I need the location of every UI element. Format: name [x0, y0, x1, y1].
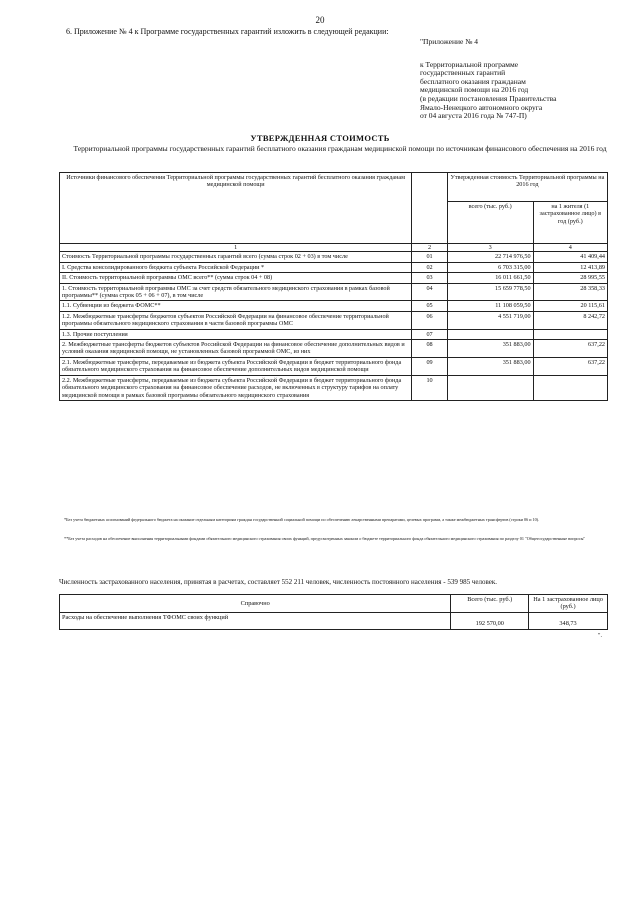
row-per-capita: 41 409,44 — [533, 252, 607, 262]
row-label: 2.1. Межбюджетные трансферты, передаваемые из бюджета субъекта Российской Федерации в бюджет территориального фонда обязательного медицинского страхования на финансовое обеспечение дополнительных видов медицинской помощи — [60, 357, 412, 375]
row-label: II. Стоимость территориальной программы ОМС всего** (сумма строк 04 + 08) — [60, 273, 412, 283]
table-row — [60, 262, 608, 272]
population-note: Численность застрахованного населения, принятая в расчетах, составляет 552 211 человек, численность постоянного населения - 539 985 человек. — [59, 578, 497, 586]
table-row — [60, 311, 608, 329]
row-label: 2.2. Межбюджетные трансферты, передаваемые из бюджета субъекта Российской Федерации в бюджет территориального фонда обязательного медицинского страхования на финансовое обеспечение расходов, не включенных в структуру тарифов на оплату медицинской помощи в рамках базовой программы обязательного медицинского страхования — [60, 375, 412, 400]
reference-header-per: На 1 застрахованное лицо (руб.) — [529, 595, 608, 613]
header-per-capita: на 1 жителя (1 застрахованное лицо) в год (руб.) — [533, 202, 607, 244]
closing-quote: ". — [598, 633, 602, 639]
reference-row-label: Расходы на обеспечение выполнения ТФОМС своих функций — [60, 612, 451, 629]
row-code: 09 — [412, 357, 448, 375]
row-per-capita: 28 995,55 — [533, 273, 607, 283]
index-cell: 4 — [533, 244, 607, 252]
row-label: 1.1. Субвенции из бюджета ФОМС** — [60, 301, 412, 311]
row-code: 03 — [412, 273, 448, 283]
row-total: 351 883,00 — [447, 357, 533, 375]
table-row — [60, 283, 608, 301]
document-subtitle: Территориальной программы государственных гарантий бесплатного оказания гражданам медицинской помощи по источникам финансового обеспечения на 2016 год — [73, 144, 607, 153]
index-cell: 2 — [412, 244, 448, 252]
row-total — [447, 329, 533, 339]
header-source: Источники финансового обеспечения Территориальной программы государственных гарантий бесплатного оказания гражданам медицинской помощи — [60, 173, 412, 244]
row-code: 04 — [412, 283, 448, 301]
appendix-line: государственных гарантий — [420, 68, 506, 78]
row-per-capita: 28 358,33 — [533, 283, 607, 301]
row-per-capita: 20 115,61 — [533, 301, 607, 311]
reference-row-total: 192 570,00 — [451, 612, 529, 629]
reference-header-total: Всего (тыс. руб.) — [451, 595, 529, 613]
row-code: 07 — [412, 329, 448, 339]
header-code — [412, 173, 448, 244]
row-total: 351 883,00 — [447, 340, 533, 358]
row-label: I. Средства консолидированного бюджета субъекта Российской Федерации * — [60, 262, 412, 272]
appendix-line: от 04 августа 2016 года № 747-П) — [420, 111, 527, 121]
reference-table — [59, 594, 608, 630]
header-total: всего (тыс. руб.) — [447, 202, 533, 244]
appendix-line: Ямало-Ненецкого автономного округа — [420, 102, 543, 112]
row-per-capita — [533, 329, 607, 339]
document-title: УТВЕРЖДЕННАЯ СТОИМОСТЬ — [250, 133, 390, 143]
header-group: Утвержденная стоимость Территориальной программы на 2016 год — [447, 173, 607, 202]
index-cell: 3 — [447, 244, 533, 252]
footnote-2: **Без учета расходов на обеспечение выполнения территориальными фондами обязательного медицинского страхования своих функций, предусмотренных законом о бюджете территориального фонда обязательного медицинского страхования по разделу 01 "Общегосударственные вопросы" — [64, 536, 586, 541]
row-total: 6 703 315,00 — [447, 262, 533, 272]
table-row — [60, 301, 608, 311]
row-code: 01 — [412, 252, 448, 262]
row-total: 16 011 661,50 — [447, 273, 533, 283]
table-row — [60, 273, 608, 283]
table-row — [60, 357, 608, 375]
index-row — [60, 244, 608, 252]
row-code: 05 — [412, 301, 448, 311]
appendix-line: медицинской помощи на 2016 год — [420, 85, 529, 95]
intro-text: 6. Приложение № 4 к Программе государственных гарантий изложить в следующей редакции: — [66, 27, 389, 36]
appendix-line: бесплатного оказания гражданам — [420, 76, 526, 86]
cost-table — [59, 172, 608, 401]
table-row — [60, 329, 608, 339]
appendix-line: к Территориальной программе — [420, 59, 519, 69]
appendix-title: "Приложение № 4 — [420, 37, 478, 46]
row-label: Стоимость Территориальной программы государственных гарантий всего (сумма строк 02 + 03) в том числе — [60, 252, 412, 262]
row-label: 2. Межбюджетные трансферты бюджетов субъектов Российской Федерации на финансовое обеспечение дополнительных видов и условий оказания медицинской помощи, не установленных базовой программой ОМС, из них — [60, 340, 412, 358]
row-total: 4 551 719,00 — [447, 311, 533, 329]
appendix-block — [420, 38, 620, 121]
table-row — [60, 340, 608, 358]
index-cell: 1 — [60, 244, 412, 252]
row-total: 11 108 059,50 — [447, 301, 533, 311]
table-row — [60, 375, 608, 400]
row-total: 22 714 976,50 — [447, 252, 533, 262]
row-code: 08 — [412, 340, 448, 358]
row-label: 1. Стоимость территориальной программы ОМС за счет средств обязательного медицинского страхования в рамках базовой программы** (сумма строк 05 + 06 + 07), в том числе — [60, 283, 412, 301]
appendix-line: (в редакции постановления Правительства — [420, 93, 557, 103]
reference-header: Справочно — [60, 595, 451, 613]
row-per-capita: 637,22 — [533, 357, 607, 375]
row-total: 15 659 778,50 — [447, 283, 533, 301]
reference-row-per: 348,73 — [529, 612, 608, 629]
page-number: 20 — [315, 15, 325, 25]
row-code: 10 — [412, 375, 448, 400]
table-row — [60, 252, 608, 262]
table-row — [60, 612, 608, 629]
row-label: 1.3. Прочие поступления — [60, 329, 412, 339]
row-code: 06 — [412, 311, 448, 329]
row-per-capita: 12 413,89 — [533, 262, 607, 272]
row-label: 1.2. Межбюджетные трансферты бюджетов субъектов Российской Федерации на финансовое обеспечение территориальной программы обязательного медицинского страхования в части базовой программы ОМС — [60, 311, 412, 329]
row-per-capita — [533, 375, 607, 400]
footnote-1: *Без учета бюджетных ассигнований федерального бюджета на оказание отдельным категориям граждан государственной социальной помощи по обеспечению лекарственными препаратами, целевых программ, а также межбюджетных трансфертов (строки 06 и 10). — [64, 517, 540, 522]
reference-header-row — [60, 595, 608, 613]
row-per-capita: 637,22 — [533, 340, 607, 358]
row-code: 02 — [412, 262, 448, 272]
table-header-row — [60, 173, 608, 202]
row-per-capita: 8 242,72 — [533, 311, 607, 329]
row-total — [447, 375, 533, 400]
